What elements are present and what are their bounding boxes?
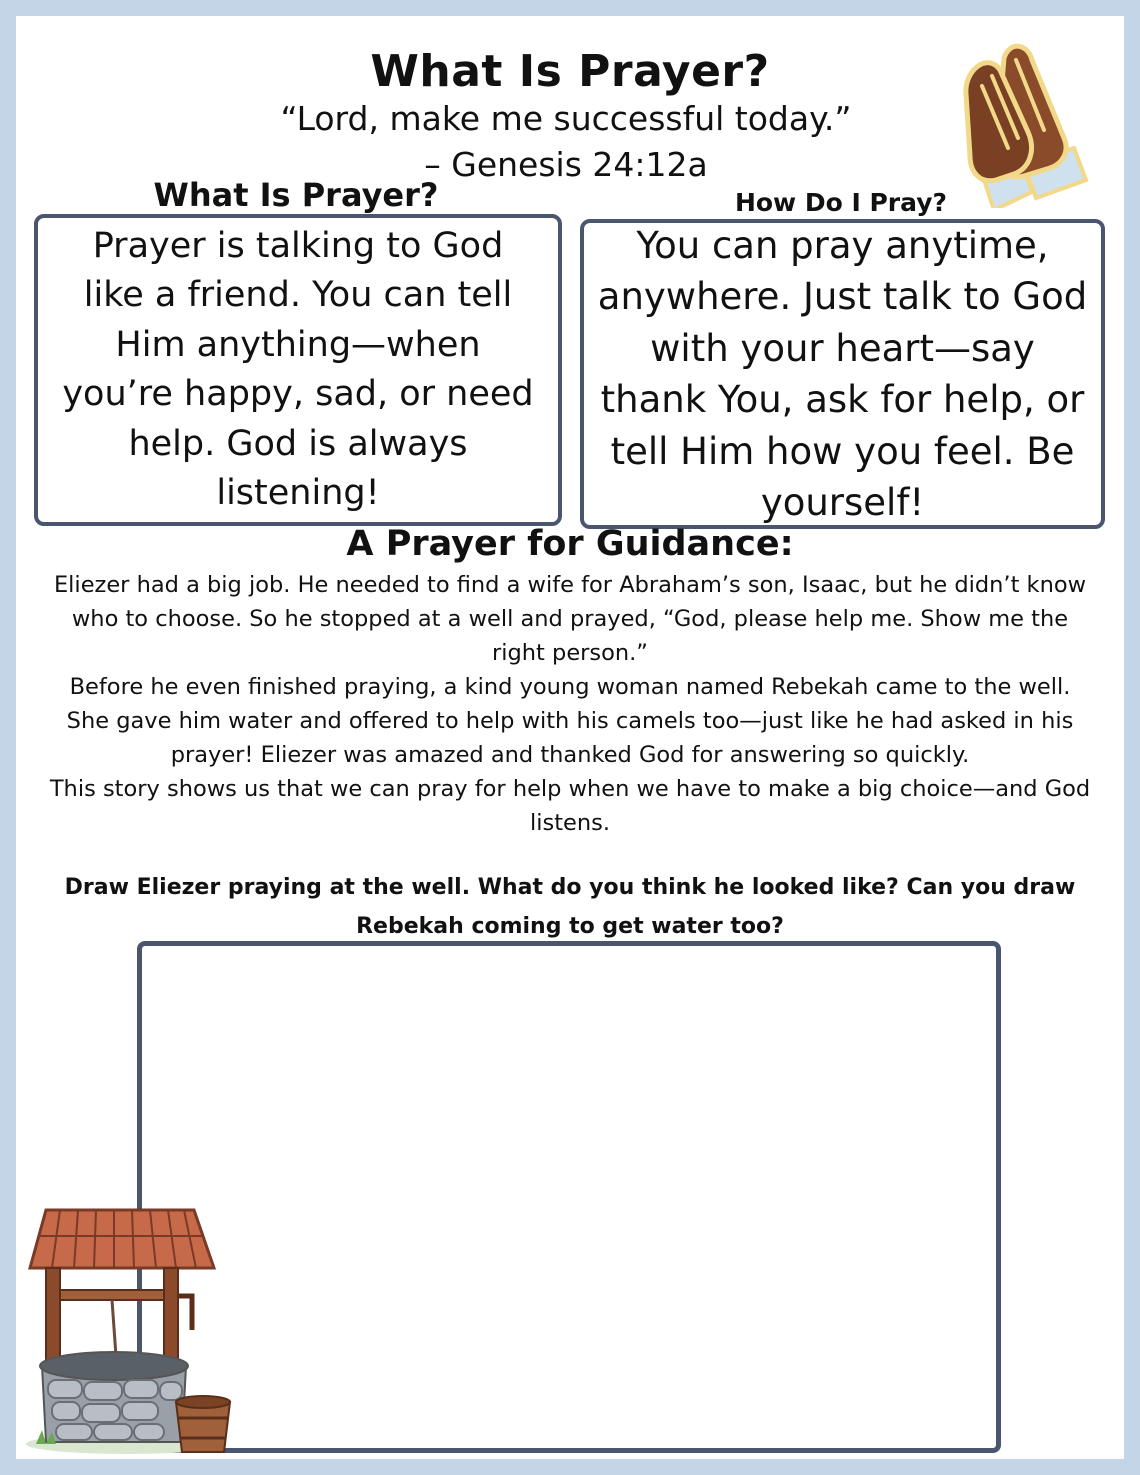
how-do-i-pray-heading: How Do I Pray?	[734, 188, 948, 217]
how-do-i-pray-box	[580, 219, 1105, 529]
praying-hands-icon	[944, 30, 1092, 208]
wishing-well-icon	[16, 1206, 246, 1458]
story-paragraph: Eliezer had a big job. He needed to find a wife for Abraham’s son, Isaac, but he didn’t know who to choose. So he stopped at a well and prayed, “God, please help me. Show me the right person.”	[53, 572, 1087, 666]
story-paragraph: Before he even finished praying, a kind young woman named Rebekah came to the well. She gave him water and offered to help with his camels too—just like he had asked in his prayer! Eliezer was amazed and thanked God for answering so quickly.	[66, 674, 1074, 768]
guidance-story	[46, 568, 1094, 840]
drawing-instruction: Draw Eliezer praying at the well. What do you think he looked like? Can you draw Rebekah coming to get water too?	[64, 875, 1076, 939]
guidance-heading: A Prayer for Guidance:	[346, 524, 794, 564]
story-paragraph: This story shows us that we can pray for help when we have to make a big choice—and God listens.	[49, 776, 1091, 836]
verse-reference: – Genesis 24:12a	[424, 145, 708, 184]
bible-verse	[216, 96, 916, 188]
drawing-area[interactable]	[137, 941, 1001, 1453]
worksheet-page	[16, 16, 1124, 1459]
what-is-prayer-text: Prayer is talking to God like a friend. You can tell Him anything—when you’re happy, sad, or need help. God is always listening!	[62, 225, 534, 513]
what-is-prayer-heading: What Is Prayer?	[153, 176, 439, 214]
how-do-i-pray-text: You can pray anytime, anywhere. Just talk to God with your heart—say thank You, ask for help, or tell Him how you feel. Be yourself!	[597, 223, 1088, 524]
page-title: What Is Prayer?	[370, 46, 770, 97]
what-is-prayer-box	[34, 214, 562, 526]
verse-quote: “Lord, make me successful today.”	[280, 99, 852, 138]
